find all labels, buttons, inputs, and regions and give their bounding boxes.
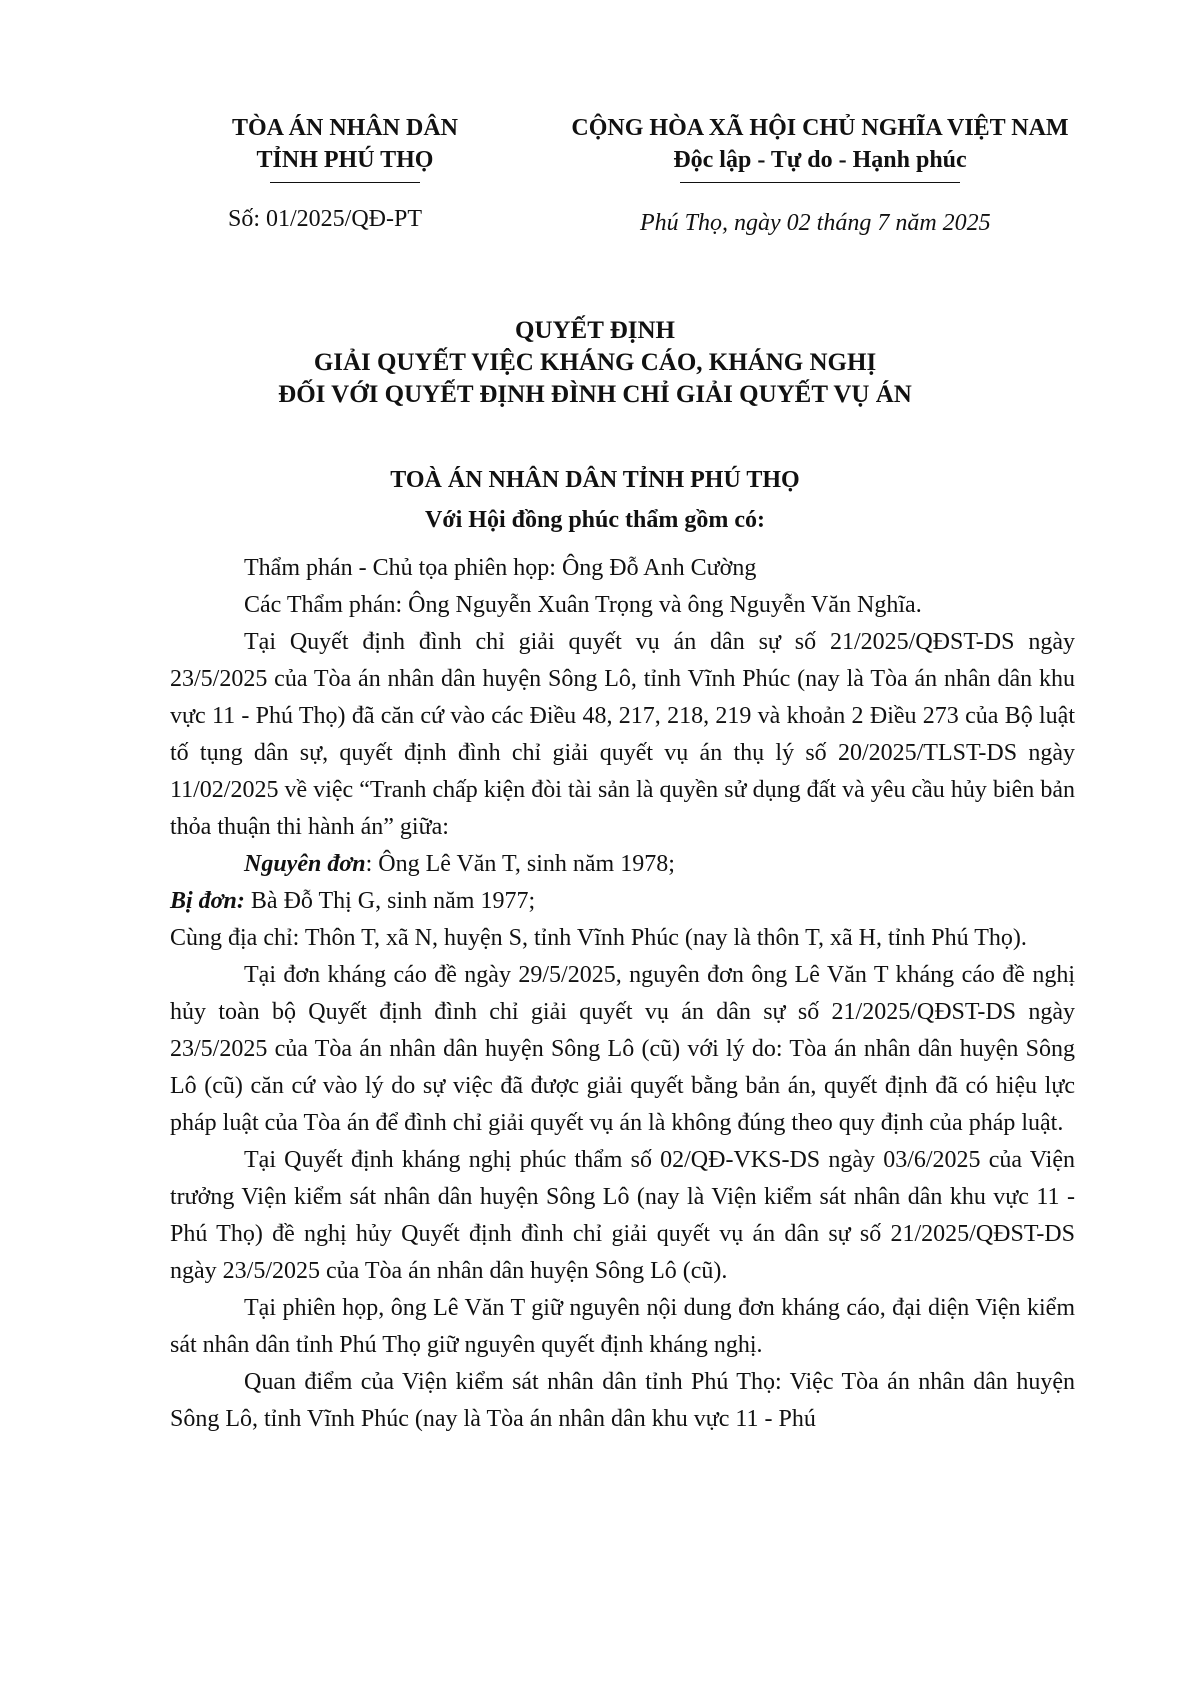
defendant-line	[170, 883, 1075, 920]
defendant-label: Bị đơn:	[170, 888, 245, 914]
panel-intro: Với Hội đồng phúc thẩm gồm có:	[425, 507, 765, 533]
title-line2: GIẢI QUYẾT VIỆC KHÁNG CÁO, KHÁNG NGHỊ	[313, 349, 877, 376]
plaintiff-value: : Ông Lê Văn T, sinh năm 1978;	[365, 851, 675, 877]
address-line: Cùng địa chỉ: Thôn T, xã N, huyện S, tỉnh Vĩnh Phúc (nay là thôn T, xã H, tỉnh Phú Thọ).	[170, 925, 1027, 951]
paragraph-procuracy-view: Quan điểm của Viện kiểm sát nhân dân tỉnh Phú Thọ: Việc Tòa án nhân dân huyện Sông Lô, tỉnh Vĩnh Phúc (nay là Tòa án nhân dân khu vực 11 - Phú	[170, 1369, 1075, 1432]
paragraph-appeal: Tại đơn kháng cáo đề ngày 29/5/2025, nguyên đơn ông Lê Văn T kháng cáo đề nghị hủy toàn bộ Quyết định đình chỉ giải quyết vụ án dân sự số 21/2025/QĐST-DS ngày 23/5/2025 của Tòa án nhân dân huyện Sông Lô (cũ) với lý do: Tòa án nhân dân huyện Sông Lô (cũ) căn cứ vào lý do sự việc đã được giải quyết bằng bản án, quyết định đã có hiệu lực pháp luật của Tòa án để đình chỉ giải quyết vụ án là không đúng theo quy định của pháp luật.	[170, 962, 1075, 1136]
nation-motto: Độc lập - Tự do - Hạnh phúc	[673, 147, 967, 173]
court-header-rule	[270, 182, 420, 183]
paragraph-decision: Tại Quyết định đình chỉ giải quyết vụ án dân sự số 21/2025/QĐST-DS ngày 23/5/2025 của Tòa án nhân dân huyện Sông Lô, tỉnh Vĩnh Phúc (nay là Tòa án nhân dân khu vực 11 - Phú Thọ) đã căn cứ vào các Điều 48, 217, 218, 219 và khoản 2 Điều 273 của Bộ luật tố tụng dân sự, quyết định đình chỉ giải quyết vụ án thụ lý số 20/2025/TLST-DS ngày 11/02/2025 về việc “Tranh chấp kiện đòi tài sản là quyền sử dụng đất và yêu cầu hủy biên bản thỏa thuận thi hành án” giữa:	[170, 629, 1075, 840]
paragraph-hearing: Tại phiên họp, ông Lê Văn T giữ nguyên nội dung đơn kháng cáo, đại diện Viện kiểm sát nhân dân tỉnh Phú Thọ giữ nguyên quyết định kháng nghị.	[170, 1295, 1075, 1358]
document-title	[0, 315, 1190, 411]
nation-header	[540, 112, 1100, 183]
nation-header-rule	[680, 182, 960, 183]
court-header	[205, 112, 485, 183]
court-name-line2: TỈNH PHÚ THỌ	[256, 147, 434, 173]
court-name: TOÀ ÁN NHÂN DÂN TỈNH PHÚ THỌ	[390, 467, 800, 493]
title-line1: QUYẾT ĐỊNH	[515, 317, 675, 344]
presiding-judge: Thẩm phán - Chủ tọa phiên họp: Ông Đỗ Anh Cường	[244, 555, 757, 581]
court-block	[0, 460, 1190, 540]
plaintiff-label: Nguyên đơn	[244, 851, 366, 877]
title-line3: ĐỐI VỚI QUYẾT ĐỊNH ĐÌNH CHỈ GIẢI QUYẾT VỤ ÁN	[278, 381, 912, 408]
document-number: Số: 01/2025/QĐ-PT	[228, 206, 423, 232]
plaintiff-line	[170, 846, 1075, 883]
document-body	[170, 550, 1075, 1438]
document-date: Phú Thọ, ngày 02 tháng 7 năm 2025	[640, 210, 991, 236]
court-name-line1: TÒA ÁN NHÂN DÂN	[231, 115, 458, 141]
judges: Các Thẩm phán: Ông Nguyễn Xuân Trọng và ông Nguyễn Văn Nghĩa.	[244, 592, 922, 618]
paragraph-protest: Tại Quyết định kháng nghị phúc thẩm số 02/QĐ-VKS-DS ngày 03/6/2025 của Viện trưởng Viện kiểm sát nhân dân huyện Sông Lô (nay là Viện kiểm sát nhân dân khu vực 11 - Phú Thọ) đề nghị hủy Quyết định đình chỉ giải quyết vụ án dân sự số 21/2025/QĐST-DS ngày 23/5/2025 của Tòa án nhân dân huyện Sông Lô (cũ).	[170, 1147, 1075, 1284]
nation-name: CỘNG HÒA XÃ HỘI CHỦ NGHĨA VIỆT NAM	[571, 115, 1069, 141]
defendant-value: Bà Đỗ Thị G, sinh năm 1977;	[244, 888, 536, 914]
